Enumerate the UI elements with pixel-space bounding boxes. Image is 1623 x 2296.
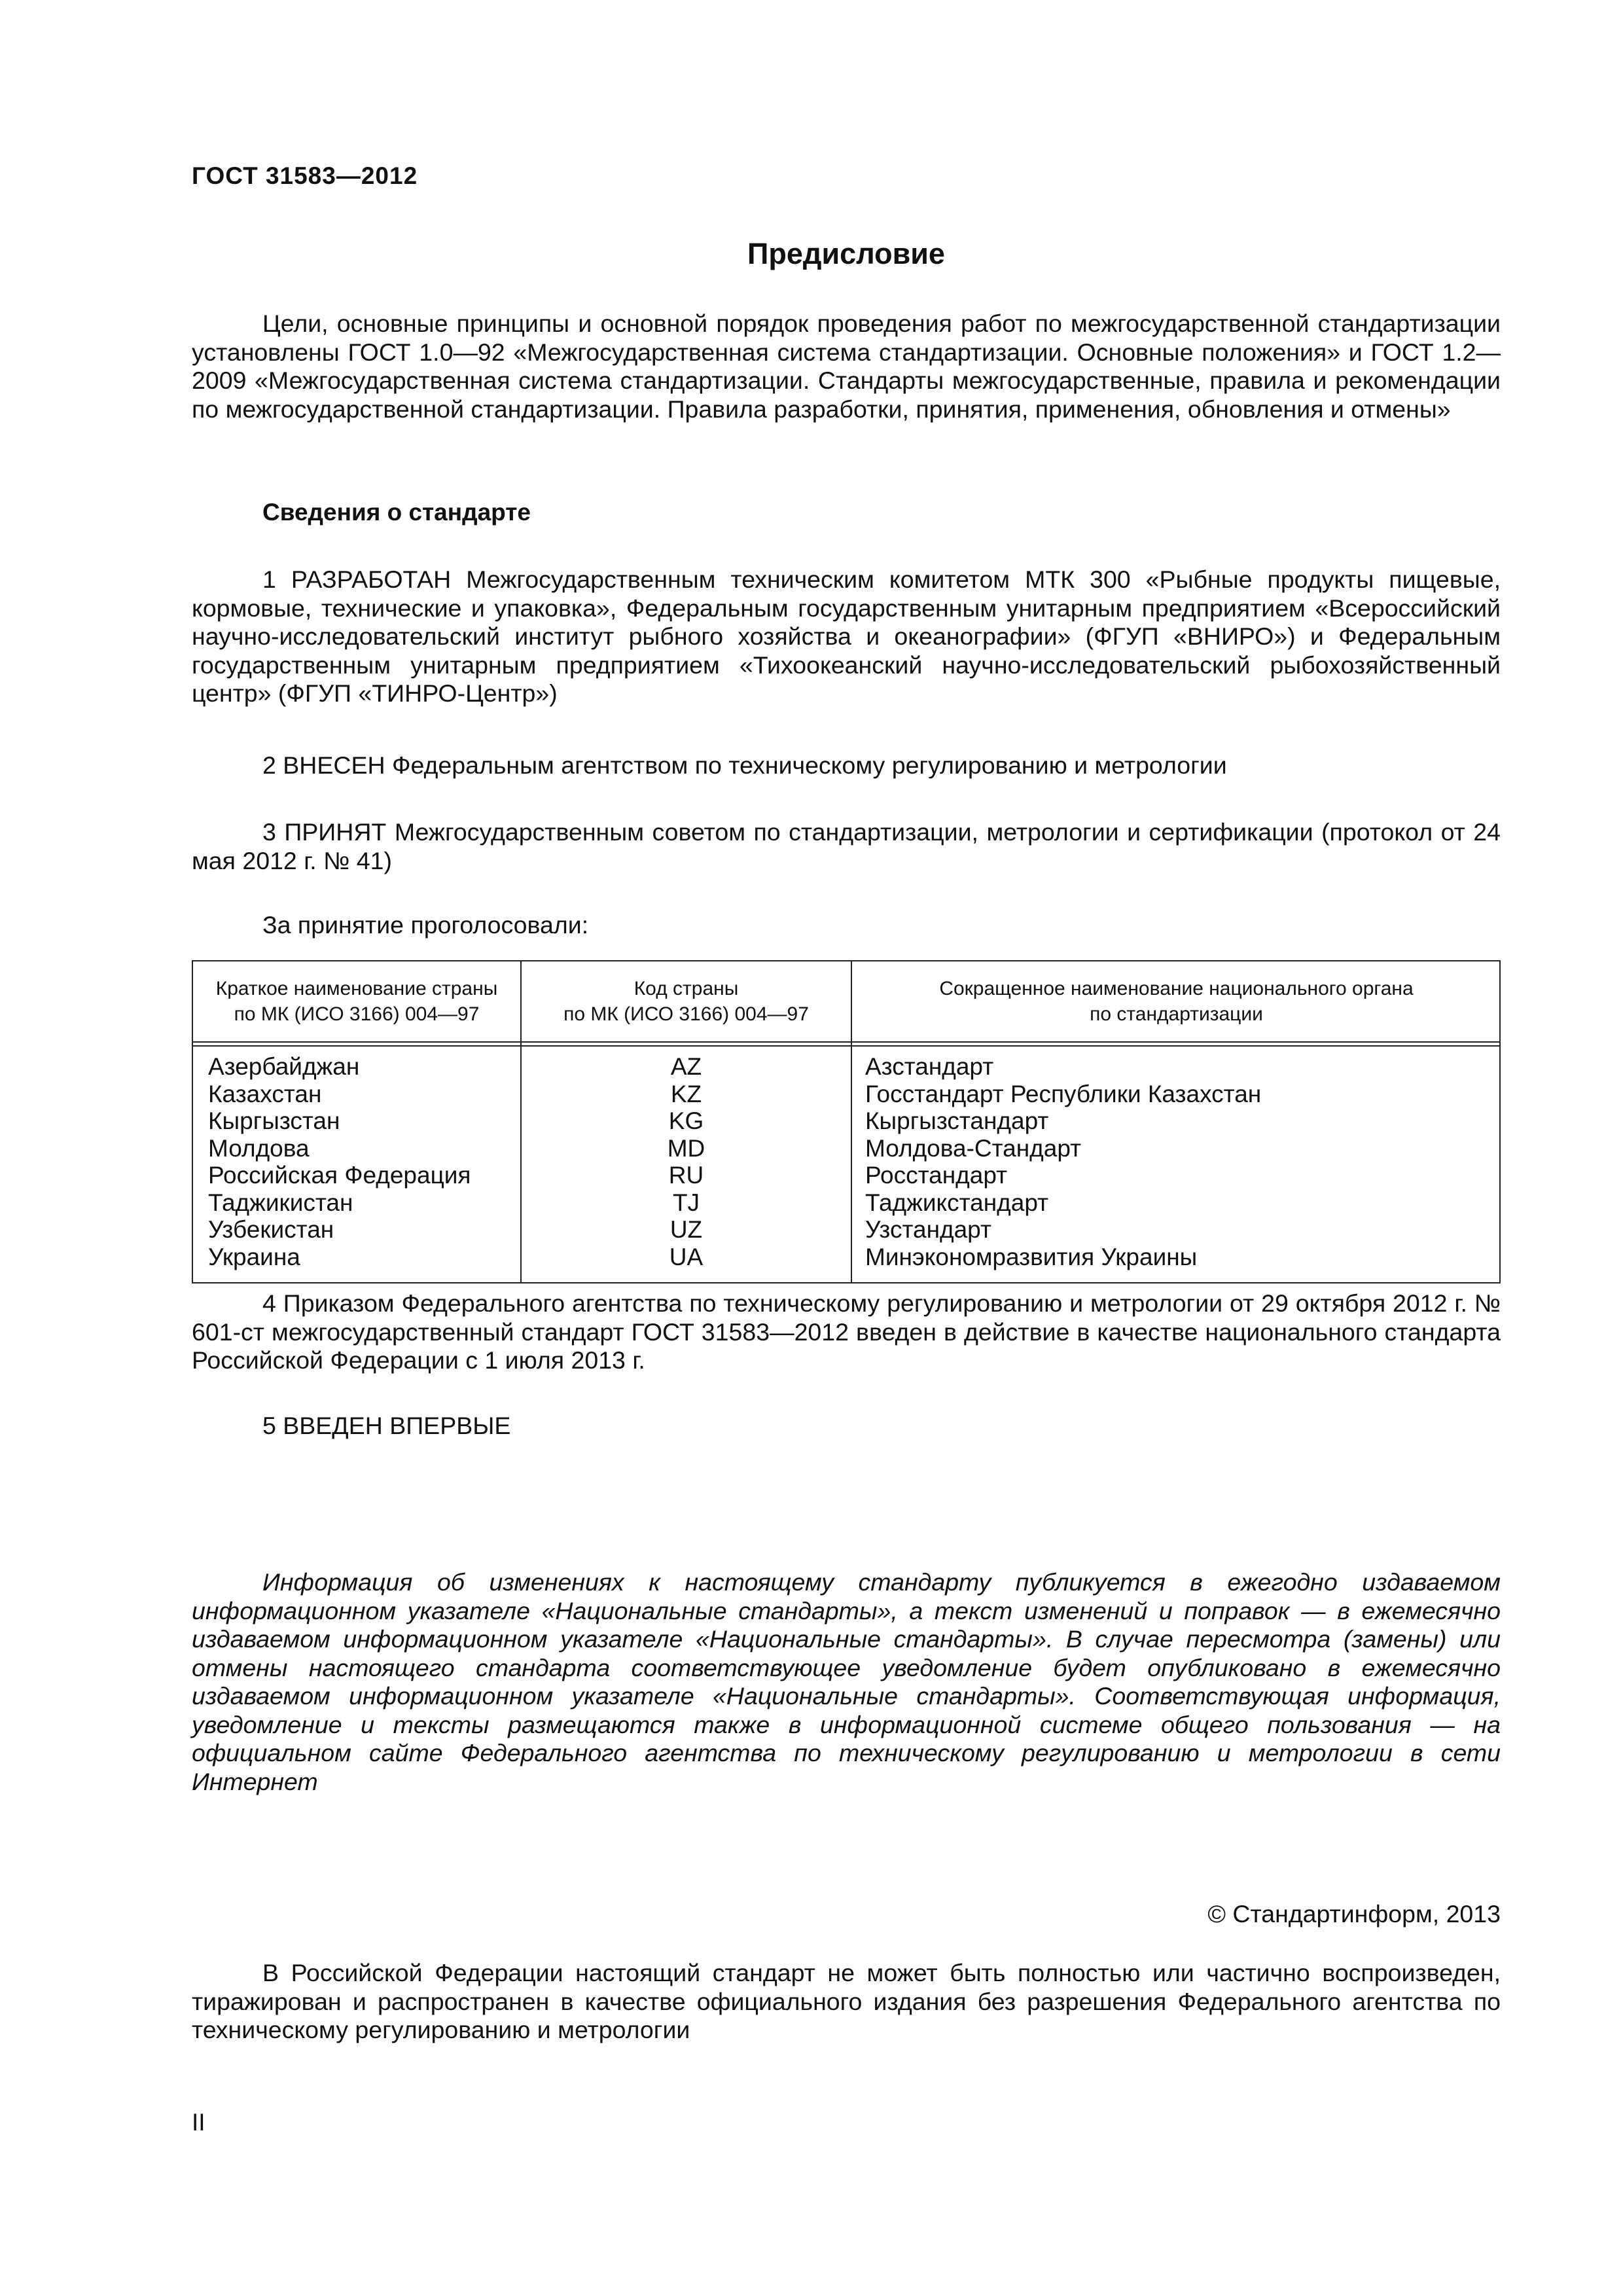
table-cell-code: UZ [669,1216,703,1243]
item-4-order: 4 Приказом Федерального агентства по техническому регулированию и метрологии от 29 октября 2012 г. № 601-ст межгосударственный стандарт ГОСТ 31583—2012 введен в действие в качестве национального стандарта Российской Федерации с 1 июля 2013 г. [192,1289,1501,1374]
table-cell-national-body: Азстандарт [865,1053,994,1080]
item-3-adopted: 3 ПРИНЯТ Межгосударственным советом по стандартизации, метрологии и сертификации (протокол от 24 мая 2012 г. № 41) [192,818,1501,874]
table-cell-national-body: Кыргызстандарт [865,1107,1049,1134]
table-cell-country: Российская Федерация [208,1162,471,1189]
header-body-line2: по стандартизации [1090,1003,1263,1025]
page-number: II [192,2109,205,2136]
header-code [522,961,851,1041]
table-cell-national-body: Таджикстандарт [865,1189,1049,1216]
header-country-line2: по МК (ИСО 3166) 004—97 [234,1003,480,1025]
code-column [522,1053,851,1270]
table-cell-national-body: Госстандарт Республики Казахстан [865,1080,1262,1107]
country-column [208,1053,516,1270]
table-cell-national-body: Молдова-Стандарт [865,1134,1082,1162]
item-5-first-introduced: 5 ВВЕДЕН ВПЕРВЫЕ [262,1412,511,1439]
reproduction-notice: В Российской Федерации настоящий стандарт не может быть полностью или частично воспроизведен, тиражирован и распространен в качестве официального издания без разрешения Федерального агентства по техническому регулированию и метрологии [192,1959,1501,2043]
table-cell-country: Таджикистан [208,1189,353,1216]
item-1-developed: 1 РАЗРАБОТАН Межгосударственным техническим комитетом МТК 300 «Рыбные продукты пищевые, кормовые, технические и упаковка», Федеральным государственным унитарным предприятием «Всероссийский научно-исследовательский институт рыбного хозяйства и океанографии» (ФГУП «ВНИРО») и Федеральным государственным унитарным предприятием «Тихоокеанский научно-исследовательский рыбохозяйственный центр» (ФГУП «ТИНРО-Центр») [192,565,1501,707]
table-cell-code: AZ [670,1053,702,1080]
header-country [193,961,520,1041]
table-cell-code: UA [669,1243,704,1270]
table-cell-country: Кыргызстан [208,1107,340,1134]
standard-info-heading: Сведения о стандарте [262,499,531,526]
table-cell-national-body: Росстандарт [865,1162,1008,1189]
table-header-separator [193,1041,1499,1047]
page-title: Предисловие [747,237,945,270]
table-cell-country: Узбекистан [208,1216,334,1243]
header-country-line1: Краткое наименование страны [215,978,498,999]
table-cell-code: KZ [670,1080,702,1107]
table-cell-code: RU [668,1162,704,1189]
table-cell-code: KG [668,1107,704,1134]
table-cell-national-body: Узстандарт [865,1216,991,1243]
national-body-column [865,1053,1493,1270]
table-cell-country: Казахстан [208,1080,322,1107]
table-cell-country: Азербайджан [208,1053,360,1080]
document-code: ГОСТ 31583—2012 [192,162,418,189]
vote-table [192,960,1501,1283]
table-cell-country: Молдова [208,1134,310,1162]
table-cell-code: MD [667,1134,705,1162]
table-cell-code: TJ [672,1189,700,1216]
item-2-submitted: 2 ВНЕСЕН Федеральным агентством по техническому регулированию и метрологии [262,751,1227,779]
header-body-line1: Сокращенное наименование национального органа [939,978,1414,999]
intro-paragraph: Цели, основные принципы и основной порядок проведения работ по межгосударственной стандартизации установлены ГОСТ 1.0—92 «Межгосударственная система стандартизации. Основные положения» и ГОСТ 1.2—2009 «Межгосударственная система стандартизации. Стандарты межгосударственные, правила и рекомендации по межгосударственной стандартизации. Правила разработки, принятия, применения, обновления и отмены» [192,310,1501,423]
header-code-line1: Код страны [633,978,739,999]
table-cell-national-body: Минэкономразвития Украины [865,1243,1198,1270]
table-header [193,961,1499,1041]
document-page [192,0,1501,2296]
header-code-line2: по МК (ИСО 3166) 004—97 [563,1003,809,1025]
voted-label: За принятие проголосовали: [262,911,589,939]
changes-notice: Информация об изменениях к настоящему стандарту публикуется в ежегодно издаваемом информационном указателе «Национальные стандарты», а текст изменений и поправок — в ежемесячно издаваемом информационном указателе «Национальные стандарты». В случае пересмотра (замены) или отмены настоящего стандарта соответствующее уведомление будет опубликовано в ежемесячно издаваемом информационном указателе «Национальные стандарты». Соответствующая информация, уведомление и тексты размещаются также в информационной системе общего пользования — на официальном сайте Федерального агентства по техническому регулированию и метрологии в сети Интернет [192,1568,1501,1795]
copyright: © Стандартинформ, 2013 [1207,1900,1501,1928]
table-cell-country: Украина [208,1243,300,1270]
header-national-body [852,961,1501,1041]
